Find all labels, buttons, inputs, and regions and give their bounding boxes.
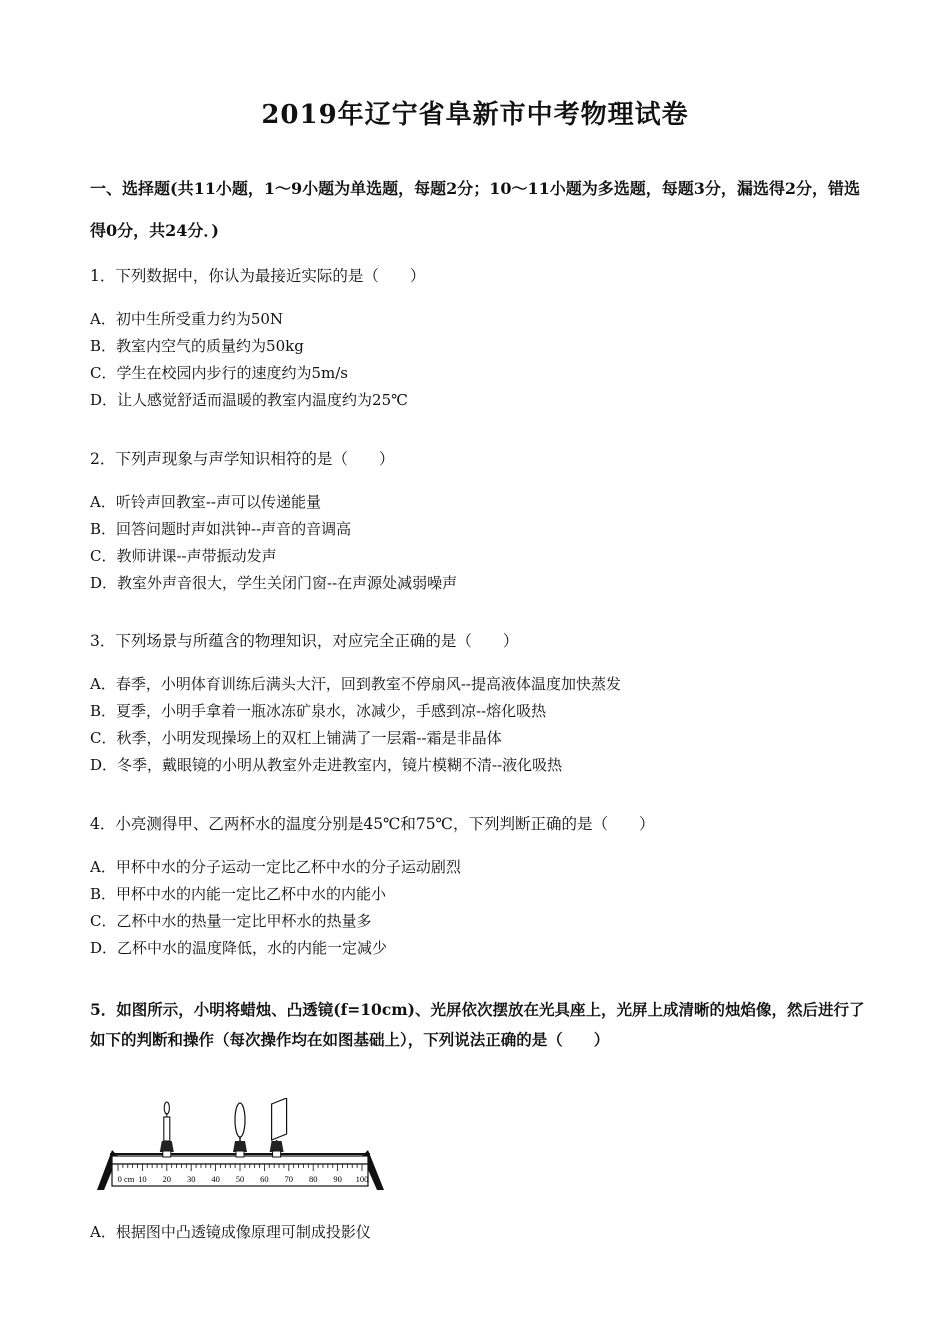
option-b: B．回答问题时声如洪钟--声音的音调高 xyxy=(90,520,352,538)
option-c: C．教师讲课--声带振动发声 xyxy=(90,547,277,565)
option-c: C．学生在校园内步行的速度约为5m/s xyxy=(90,364,348,382)
ruler-label: 60 xyxy=(260,1174,269,1184)
option-d: D．乙杯中水的温度降低，水的内能一定减少 xyxy=(90,939,388,957)
question-stem: 4．小亮测得甲、乙两杯水的温度分别是45℃和75℃，下列判断正确的是（ ） xyxy=(90,815,655,833)
question-stem: 5．如图所示，小明将蜡烛、凸透镜(f=10cm)、光屏依次摆放在光具座上，光屏上成清晰的烛焰像，然后进行了如下的判断和操作（每次操作均在如图基础上），下列说法正确的是（ ） xyxy=(90,1000,865,1049)
option-a: A．根据图中凸透镜成像原理可制成投影仪 xyxy=(90,1223,371,1241)
ruler-label: 30 xyxy=(186,1174,196,1184)
question-5 xyxy=(90,995,870,1069)
ruler-label: 50 xyxy=(235,1174,245,1184)
option-a: A．甲杯中水的分子运动一定比乙杯中水的分子运动剧烈 xyxy=(90,858,461,876)
ruler-label: 0 cm xyxy=(117,1174,135,1184)
question-stem: 2．下列声现象与声学知识相符的是（ ） xyxy=(90,450,395,468)
lens-glass xyxy=(235,1103,245,1137)
ruler-label: 20 xyxy=(162,1174,172,1184)
question-2 xyxy=(90,448,870,597)
convex-lens xyxy=(233,1103,247,1157)
ruler-label: 80 xyxy=(308,1174,318,1184)
lens-holder xyxy=(233,1141,247,1152)
option-c: C．乙杯中水的热量一定比甲杯水的热量多 xyxy=(90,912,372,930)
question-stem: 1．下列数据中，你认为最接近实际的是（ ） xyxy=(90,267,426,285)
optical-bench-figure xyxy=(92,1098,392,1198)
option-b: B．夏季，小明手拿着一瓶冰冻矿泉水，冰减少，手感到凉--熔化吸热 xyxy=(90,702,547,720)
option-d: D．让人感觉舒适而温暖的教室内温度约为25℃ xyxy=(90,391,408,409)
screen-panel xyxy=(272,1098,287,1140)
ruler-label: 90 xyxy=(333,1174,342,1184)
candle-flame xyxy=(164,1102,169,1114)
candle-body xyxy=(164,1117,170,1141)
ruler-label: 40 xyxy=(211,1174,220,1184)
section-heading: 一、选择题(共11小题，1～9小题为单选题，每题2分；10～11小题为多选题，每题3分，漏选得2分，错选得0分，共24分．) xyxy=(90,179,861,240)
page-title: 2019年辽宁省阜新市中考物理试卷 xyxy=(261,100,689,130)
ruler-label: 70 xyxy=(284,1174,294,1184)
ruler-label: 100 xyxy=(355,1174,369,1184)
candle xyxy=(160,1102,174,1157)
option-b: B．教室内空气的质量约为50kg xyxy=(90,337,304,355)
candle-holder xyxy=(160,1141,174,1152)
option-a: A．春季，小明体育训练后满头大汗，回到教室不停扇风--提高液体温度加快蒸发 xyxy=(90,675,621,693)
option-a: A．初中生所受重力约为50N xyxy=(90,310,284,328)
option-d: D．冬季，戴眼镜的小明从教室外走进教室内，镜片模糊不清--液化吸热 xyxy=(90,756,563,774)
option-d: D．教室外声音很大，学生关闭门窗--在声源处减弱噪声 xyxy=(90,574,458,592)
option-a: A．听铃声回教室--声可以传递能量 xyxy=(90,493,321,511)
question-3 xyxy=(90,630,870,779)
light-screen xyxy=(270,1098,287,1157)
question-1 xyxy=(90,265,870,414)
option-c: C．秋季，小明发现操场上的双杠上铺满了一层霜--霜是非晶体 xyxy=(90,729,502,747)
option-b: B．甲杯中水的内能一定比乙杯中水的内能小 xyxy=(90,885,387,903)
question-4 xyxy=(90,813,870,962)
ruler-label: 10 xyxy=(138,1174,147,1184)
screen-holder xyxy=(270,1141,284,1152)
question-stem: 3．下列场景与所蕴含的物理知识，对应完全正确的是（ ） xyxy=(90,632,519,650)
